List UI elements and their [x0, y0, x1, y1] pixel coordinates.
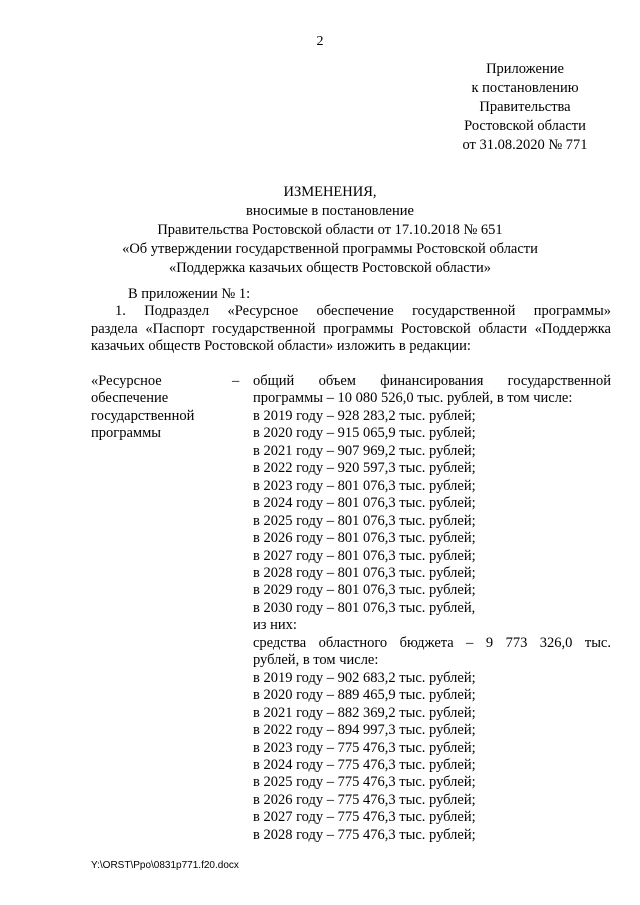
appendix-line: Приложение — [486, 61, 564, 77]
total-year-line: в 2030 году – 801 076,3 тыс. рублей, — [253, 599, 476, 616]
regional-year-line: в 2022 году – 894 997,3 тыс. рублей; — [253, 722, 476, 739]
regional-year-line: в 2028 году – 775 476,3 тыс. рублей; — [253, 826, 476, 843]
total-year-line: в 2026 году – 801 076,3 тыс. рублей; — [253, 530, 476, 547]
regional-year-line: в 2019 году – 902 683,2 тыс. рублей; — [253, 669, 476, 686]
title-line: «Об утверждении государственной программы Ростовской области — [122, 241, 538, 257]
resource-label — [91, 373, 231, 443]
regional-year-line: в 2027 году – 775 476,3 тыс. рублей; — [253, 809, 476, 826]
total-year-line: в 2028 году – 801 076,3 тыс. рублей; — [253, 564, 476, 581]
regional-year-line: в 2024 году – 775 476,3 тыс. рублей; — [253, 756, 476, 773]
intro-paragraph: В приложении № 1: — [128, 286, 251, 302]
regional-year-line: в 2023 году – 775 476,3 тыс. рублей; — [253, 739, 476, 756]
resource-dash: – — [232, 373, 240, 389]
appendix-block — [440, 60, 610, 155]
footer-file-path: Y:\ORST\Ppo\0831p771.f20.docx — [91, 860, 239, 871]
total-year-line: в 2027 году – 801 076,3 тыс. рублей; — [253, 547, 476, 564]
total-year-line: в 2023 году – 801 076,3 тыс. рублей; — [253, 477, 476, 494]
label-line: «Ресурсное — [91, 373, 162, 389]
appendix-line: к постановлению — [471, 80, 579, 96]
total-year-line: в 2024 году – 801 076,3 тыс. рублей; — [253, 495, 476, 512]
total-year-line: в 2020 году – 915 065,9 тыс. рублей; — [253, 425, 476, 442]
title-line: «Поддержка казачьих обществ Ростовской области» — [168, 260, 492, 276]
regional-year-line: в 2020 году – 889 465,9 тыс. рублей; — [253, 687, 476, 704]
label-line: программы — [91, 425, 161, 442]
total-year-line: в 2022 году – 920 597,3 тыс. рублей; — [253, 460, 476, 477]
resource-content — [253, 373, 611, 844]
item1-line: казачьих обществ Ростовской области» изложить в редакции: — [91, 338, 471, 354]
title-heading: ИЗМЕНЕНИЯ, — [283, 184, 377, 200]
regional-year-line: в 2021 году – 882 369,2 тыс. рублей; — [253, 704, 476, 721]
total-line: программы – 10 080 526,0 тыс. рублей, в том числе: — [253, 390, 573, 407]
appendix-line: Ростовской области — [464, 118, 586, 134]
total-year-line: в 2019 году – 928 283,2 тыс. рублей; — [253, 407, 476, 424]
title-line: вносимые в постановление — [246, 203, 414, 219]
total-line: общий объем финансирования государственной — [253, 373, 611, 389]
item1-paragraph — [91, 303, 611, 356]
item1-rest — [91, 321, 611, 356]
total-year-line: в 2029 году – 801 076,3 тыс. рублей; — [253, 582, 476, 599]
label-line: обеспечение — [91, 390, 169, 407]
document-title — [80, 183, 580, 278]
total-year-line: в 2025 году – 801 076,3 тыс. рублей; — [253, 512, 476, 529]
page-number: 2 — [316, 34, 324, 49]
label-line: государственной — [91, 407, 195, 424]
regional-year-line: в 2026 году – 775 476,3 тыс. рублей; — [253, 791, 476, 808]
appendix-line: Правительства — [479, 99, 571, 115]
title-line: Правительства Ростовской области от 17.10.2018 № 651 — [157, 222, 503, 238]
item1-line: раздела «Паспорт государственной программы Ростовской области «Поддержка — [91, 320, 611, 337]
regional-line: средства областного бюджета – 9 773 326,0 тыс. — [253, 634, 611, 651]
regional-year-line: в 2025 году – 775 476,3 тыс. рублей; — [253, 774, 476, 791]
total-year-line: в 2021 году – 907 969,2 тыс. рублей; — [253, 442, 476, 459]
regional-line: рублей, в том числе: — [253, 652, 379, 669]
item1-line: 1. Подраздел «Ресурсное обеспечение государственной программы» — [115, 303, 611, 319]
of-them-line: из них: — [253, 617, 297, 634]
appendix-line: от 31.08.2020 № 771 — [462, 137, 588, 153]
